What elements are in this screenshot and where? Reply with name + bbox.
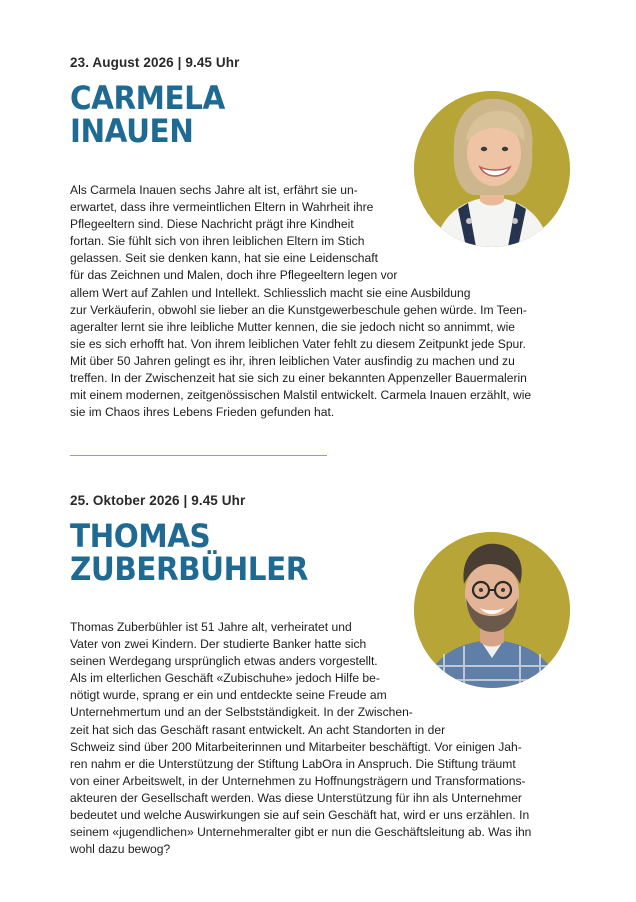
bio-line: mit einem modernen, zeitgenössischen Malstil entwickelt. Carmela Inauen erzählt, wie	[70, 388, 532, 403]
bio-line: Vater von zwei Kindern. Der studierte Banker hatte sich	[70, 637, 367, 652]
bio-line: ren nahm er die Unterstützung der Stiftung LabOra in Anspruch. Die Stiftung träumt	[70, 756, 516, 771]
bio-line: nötigt wurde, sprang er ein und entdeckte seine Freude am	[70, 688, 387, 703]
bio-line: Als Carmela Inauen sechs Jahre alt ist, erfährt sie un-	[70, 183, 358, 197]
bio-line: Unternehmertum und an der Selbstständigkeit. In der Zwischen-	[70, 705, 413, 720]
speaker-name-line1: CARMELA	[70, 79, 225, 117]
bio-line: Pflegeeltern sind. Diese Nachricht prägt ihre Kindheit	[70, 217, 354, 232]
bio-line: von einer Arbeitswelt, in der Unternehmen zu Hoffnungsträgern und Transformations-	[70, 773, 526, 788]
bio-line: allem Wert auf Zahlen und Intellekt. Schliesslich macht sie eine Ausbildung	[70, 285, 471, 300]
bio-line: Schweiz sind über 200 Mitarbeiterinnen und Mitarbeiter beschäftigt. Vor einigen Jah-	[70, 739, 522, 754]
bio-line: bedeutet und welche Auswirkungen sie auf sein Geschäft hat, wird er uns erzählen. In	[70, 808, 530, 823]
event-date: 23. August 2026 | 9.45 Uhr	[70, 55, 240, 70]
section-divider	[70, 455, 327, 456]
bio-line: ageralter lernt sie ihre leibliche Mutter kennen, die sie jedoch nicht so annimmt, wie	[70, 319, 516, 334]
bio-line: für das Zeichnen und Malen, doch ihre Pflegeeltern legen vor	[70, 268, 398, 283]
bio-line: seinem «jugendlichen» Unternehmeralter gibt er nun die Geschäftsleitung ab. Was ihn	[70, 825, 532, 840]
bio-line: Mit über 50 Jahren gelingt es ihr, ihren leiblichen Vater ausfindig zu machen und zu	[70, 353, 515, 368]
event-description	[70, 182, 531, 421]
event-date: 25. Oktober 2026 | 9.45 Uhr	[70, 493, 246, 508]
bio-line: zur Verkäuferin, obwohl sie lieber an die Kunstgewerbeschule gehen würde. Im Teen-	[70, 302, 527, 317]
bio-line: wohl dazu bewog?	[70, 842, 171, 857]
bio-line: sie im Chaos ihres Lebens Frieden gefunden hat.	[70, 405, 335, 420]
speaker-name-line1: THOMAS	[70, 517, 211, 555]
bio-line: sie es sich erhofft hat. Von ihrem leiblichen Vater fehlt zu diesem Zeitpunkt jede Spur.	[70, 336, 527, 351]
bio-line: fortan. Sie fühlt sich von ihren leiblichen Eltern im Stich	[70, 234, 365, 249]
bio-line: treffen. In der Zwischenzeit hat sie sich zu einer bekannten Appenzeller Bauermalerin	[70, 371, 527, 386]
event-description	[70, 619, 531, 858]
bio-line: gelassen. Seit sie denken kann, hat sie eine Leidenschaft	[70, 251, 378, 266]
bio-line: zeit hat sich das Geschäft rasant entwickelt. An acht Standorten in der	[70, 722, 446, 737]
bio-line: Thomas Zuberbühler ist 51 Jahre alt, verheiratet und	[70, 620, 352, 634]
bio-line: seinen Werdegang ursprünglich etwas anders vorgestellt.	[70, 654, 378, 669]
speaker-name-line2: ZUBERBÜHLER	[70, 550, 308, 588]
bio-line: erwartet, dass ihre vermeintlichen Eltern in Wahrheit ihre	[70, 200, 374, 215]
speaker-name-line2: INAUEN	[70, 112, 194, 150]
bio-line: Als im elterlichen Geschäft «Zubischuhe» jedoch Hilfe be-	[70, 671, 380, 686]
bio-line: akteuren der Gesellschaft werden. Was diese Unterstützung für ihn als Unternehmer	[70, 790, 522, 805]
